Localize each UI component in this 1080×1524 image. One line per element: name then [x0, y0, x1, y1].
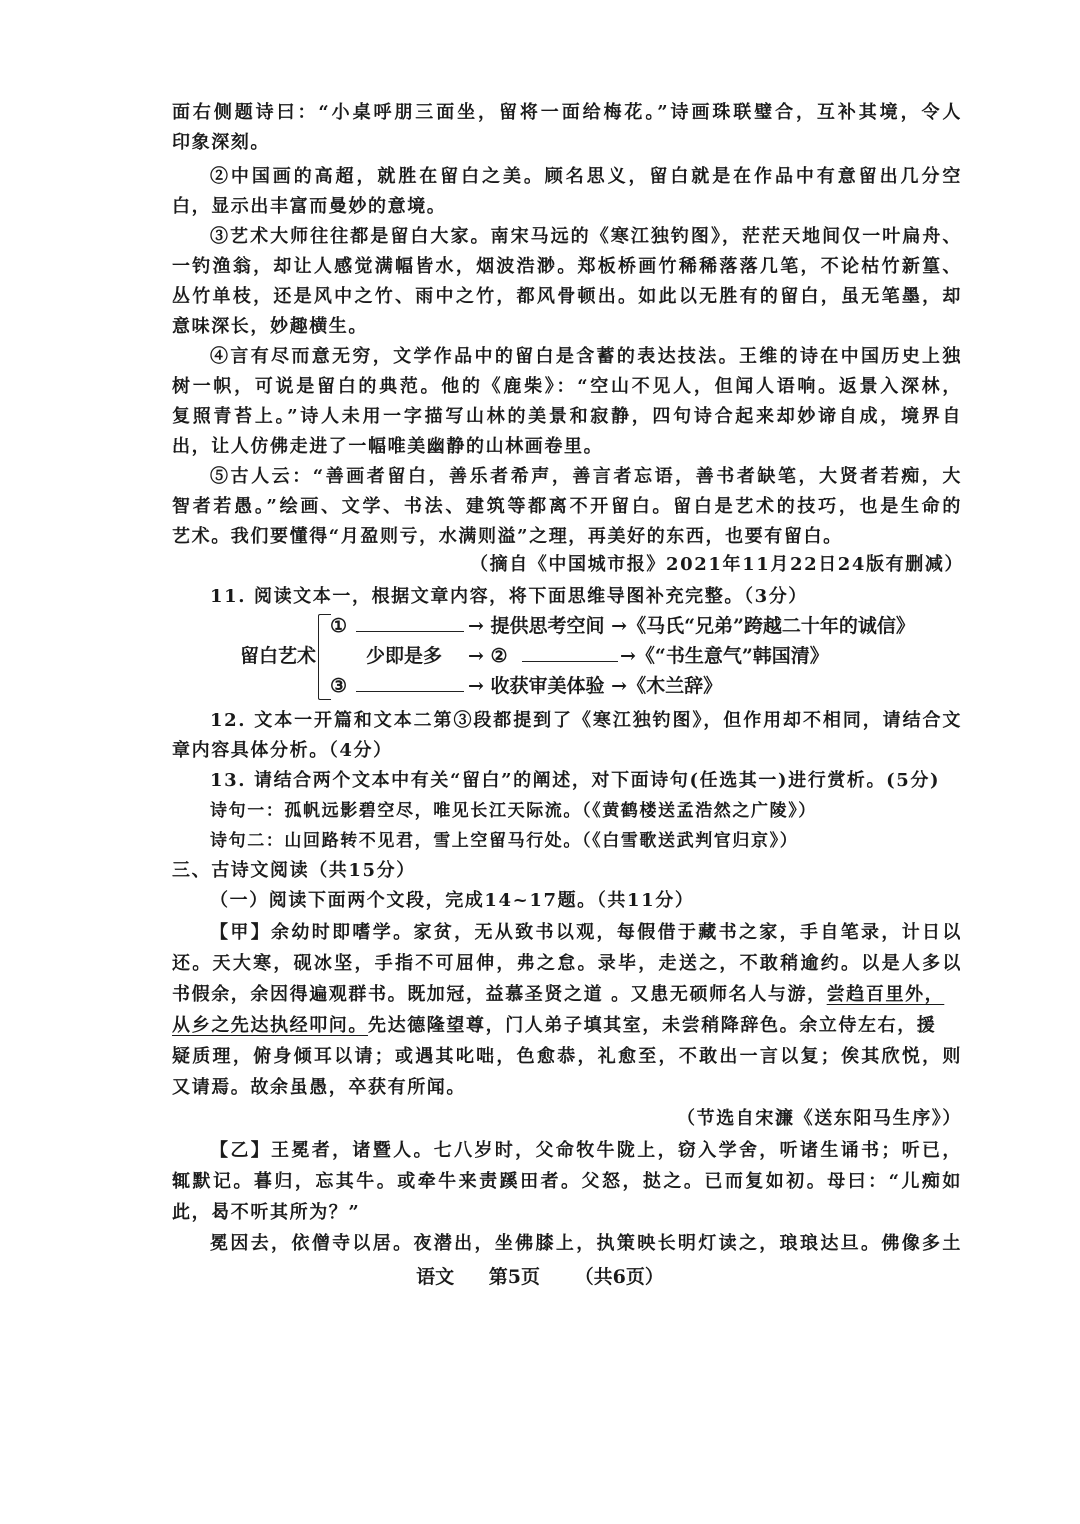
passage-yi-line: 辄默记。暮归，忘其牛。或牵牛来责蹊田者。父怒，挞之。已而复如初。母曰：“儿痴如	[172, 1171, 962, 1192]
passage-yi-line: 【乙】王冕者，诸暨人。七八岁时，父命牧牛陇上，窃入学舍，听诸生诵书；听已，	[210, 1140, 962, 1161]
mind-map-row-2-text: →《“书生意气”韩国清》	[620, 645, 829, 667]
paragraph-2-line: 白，显示出丰富而曼妙的意境。	[172, 196, 447, 217]
paragraph-5-line: 艺术。我们要懂得“月盈则亏，水满则溢”之理，再美好的东西，也要有留白。	[172, 526, 843, 547]
passage-yi-line: 此，曷不听其所为？”	[172, 1202, 361, 1223]
paragraph-3-line: 一钓渔翁，却让人感觉满幅皆水，烟波浩渺。郑板桥画竹稀稀落落几笔，不论枯竹新篁、	[172, 256, 962, 277]
passage-jia-line	[172, 980, 962, 1010]
mind-map-row-3-text: → 收获审美体验 →《木兰辞》	[468, 675, 723, 697]
passage-jia-line	[172, 1011, 962, 1041]
poem-option-1: 诗句一：孤帆远影碧空尽，唯见长江天际流。（《黄鹤楼送孟浩然之广陵》）	[210, 801, 817, 821]
paragraph-4-line: ④言有尽而意无穷，文学作品中的留白是含蓄的表达技法。王维的诗在中国历史上独	[210, 346, 962, 367]
passage-jia-line: 又请焉。故余虽愚，卒获有所闻。	[172, 1077, 466, 1098]
passage-jia-text: 书假余，余因得遍观群书。既加冠，益慕圣贤之道 。又患无硕师名人与游，	[172, 984, 827, 1005]
answer-blank-3[interactable]	[356, 671, 464, 701]
footer-page-number: 第5页	[488, 1266, 540, 1288]
paragraph-3-line: 丛竹单枝，还是风中之竹、雨中之竹，都风骨顿出。如此以无胜有的留白，虽无笔墨，却	[172, 286, 962, 307]
mind-map-row-1-text: → 提供思考空间 →《马氏“兄弟”跨越二十年的诚信》	[468, 615, 915, 637]
paragraph-5-line: 智者若愚。”绘画、文学、书法、建筑等都离不开留白。留白是艺术的技巧，也是生命的	[172, 496, 962, 517]
paragraph-3-line: ③艺术大师往往都是留白大家。南宋马远的《寒江独钓图》，茫茫天地间仅一叶扁舟、	[210, 226, 962, 247]
footer-total-pages: （共6页）	[574, 1266, 664, 1288]
text1-source: （摘自《中国城市报》2021年11月22日24版有删减）	[470, 554, 965, 575]
paragraph-4-line: 树一帜，可说是留白的典范。他的《鹿柴》：“空山不见人，但闻人语响。返景入深林，	[172, 376, 962, 397]
mind-map-row-1-number: ①	[330, 615, 348, 637]
page-footer	[0, 1262, 1080, 1289]
text1-line: 印象深刻。	[172, 132, 270, 153]
question-13-stem: 13. 请结合两个文本中有关“留白”的阐述，对下面诗句(任选其一)进行赏析。(5分)	[210, 770, 941, 791]
paragraph-4-line: 复照青苔上。”诗人未用一字描写山林的美景和寂静，四句诗合起来却妙谛自成，境界自	[172, 406, 962, 427]
passage-jia-line: 还。天大寒，砚冰坚，手指不可屈伸，弗之怠。录毕，走送之，不敢稍逾约。以是人多以	[172, 953, 962, 974]
answer-blank-1[interactable]	[356, 611, 464, 641]
underlined-sentence: 从乡之先达执经叩问。	[172, 1015, 368, 1036]
footer-subject: 语文	[416, 1266, 455, 1288]
mind-map-row-2-label: 少即是多	[366, 645, 443, 667]
question-12-line: 章内容具体分析。（4分）	[172, 740, 393, 761]
mind-map-root: 留白艺术	[240, 645, 317, 667]
passage-jia-line: 【甲】余幼时即嗜学。家贫，无从致书以观，每假借于藏书之家，手自笔录，计日以	[210, 922, 962, 943]
paragraph-5-line: ⑤古人云：“善画者留白，善乐者希声，善言者忘语，善书者缺笔，大贤者若痴，大	[210, 466, 962, 487]
passage-jia-source: （节选自宋濂《送东阳马生序》）	[677, 1108, 962, 1129]
mind-map-row-2-arrow: → ②	[468, 645, 508, 667]
mind-map-row-3-number: ③	[330, 675, 348, 697]
paragraph-3-line: 意味深长，妙趣横生。	[172, 316, 368, 337]
passage-jia-line: 疑质理，俯身倾耳以请；或遇其叱咄，色愈恭，礼愈至，不敢出一言以复；俟其欣悦，则	[172, 1046, 962, 1067]
passage-yi-line: 冕因去，依僧寺以居。夜潜出，坐佛膝上，执策映长明灯读之，琅琅达旦。佛像多土	[210, 1233, 962, 1254]
question-11-stem: 11. 阅读文本一，根据文章内容，将下面思维导图补充完整。（3分）	[210, 586, 808, 607]
poem-option-2: 诗句二：山回路转不见君，雪上空留马行处。（《白雪歌送武判官归京》）	[210, 831, 799, 851]
passage-jia-text: 先达德隆望尊，门人弟子填其室，未尝稍降辞色。余立侍左右，援	[368, 1015, 937, 1036]
text1-line: 面右侧题诗曰：“小桌呼朋三面坐，留将一面给梅花。”诗画珠联璧合，互补其境，令人	[172, 102, 962, 123]
paragraph-4-line: 出，让人仿佛走进了一幅唯美幽静的山林画卷里。	[172, 436, 604, 457]
section-3-title: 三、古诗文阅读（共15分）	[172, 860, 416, 881]
section-3-subtitle: （一）阅读下面两个文段，完成14~17题。（共11分）	[210, 890, 695, 911]
underlined-sentence: 尝趋百里外，	[826, 984, 945, 1005]
answer-blank-2[interactable]	[522, 641, 618, 671]
paragraph-2-line: ②中国画的高超，就胜在留白之美。顾名思义，留白就是在作品中有意留出几分空	[210, 166, 962, 187]
question-12-line: 12. 文本一开篇和文本二第③段都提到了《寒江独钓图》，但作用却不相同，请结合文	[210, 710, 962, 731]
